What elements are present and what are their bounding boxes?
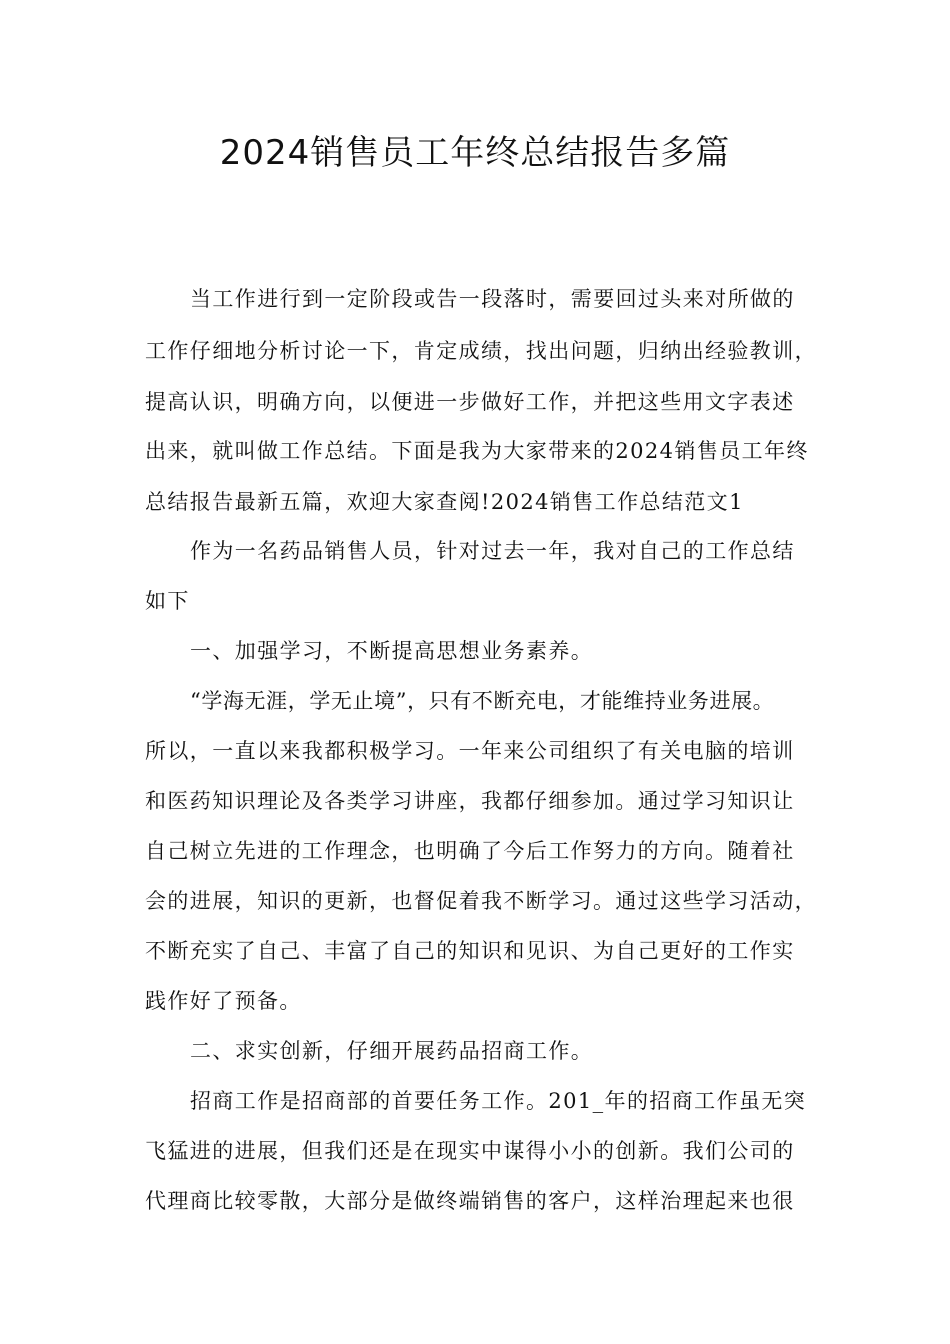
paragraph-line: 作为一名药品销售人员，针对过去一年，我对自己的工作总结 (190, 539, 795, 563)
document-title: 2024销售员工年终总结报告多篇 (219, 133, 731, 173)
paragraph-line: “学海无涯，学无止境”，只有不断充电，才能维持业务进展。 (190, 689, 775, 713)
paragraph-line: 提高认识，明确方向，以便进一步做好工作，并把这些用文字表述 (145, 390, 795, 414)
paragraph-line: 飞猛进的进展，但我们还是在现实中谋得小小的创新。我们公司的 (145, 1139, 795, 1163)
paragraph-line: 总结报告最新五篇，欢迎大家查阅!2024销售工作总结范文1 (145, 490, 744, 514)
paragraph-line: 会的进展，知识的更新，也督促着我不断学习。通过这些学习活动， (145, 889, 817, 913)
section-heading: 二、求实创新，仔细开展药品招商工作。 (190, 1039, 594, 1063)
paragraph-line: 不断充实了自己、丰富了自己的知识和见识、为自己更好的工作实 (145, 939, 795, 963)
paragraph-line: 招商工作是招商部的首要任务工作。201_年的招商工作虽无突 (190, 1089, 807, 1113)
paragraph-line: 如下 (145, 589, 190, 613)
paragraph-line: 工作仔细地分析讨论一下，肯定成绩，找出问题，归纳出经验教训， (145, 339, 817, 363)
paragraph-line: 代理商比较零散，大部分是做终端销售的客户，这样治理起来也很 (145, 1189, 795, 1213)
paragraph-line: 出来，就叫做工作总结。下面是我为大家带来的2024销售员工年终 (145, 439, 809, 463)
section-heading: 一、加强学习，不断提高思想业务素养。 (190, 639, 594, 663)
paragraph-line: 自己树立先进的工作理念，也明确了今后工作努力的方向。随着社 (145, 839, 795, 863)
paragraph-line: 所以，一直以来我都积极学习。一年来公司组织了有关电脑的培训 (145, 739, 795, 763)
paragraph-line: 践作好了预备。 (145, 989, 302, 1013)
paragraph-line: 和医药知识理论及各类学习讲座，我都仔细参加。通过学习知识让 (145, 789, 795, 813)
paragraph-line: 当工作进行到一定阶段或告一段落时，需要回过头来对所做的 (190, 287, 795, 311)
